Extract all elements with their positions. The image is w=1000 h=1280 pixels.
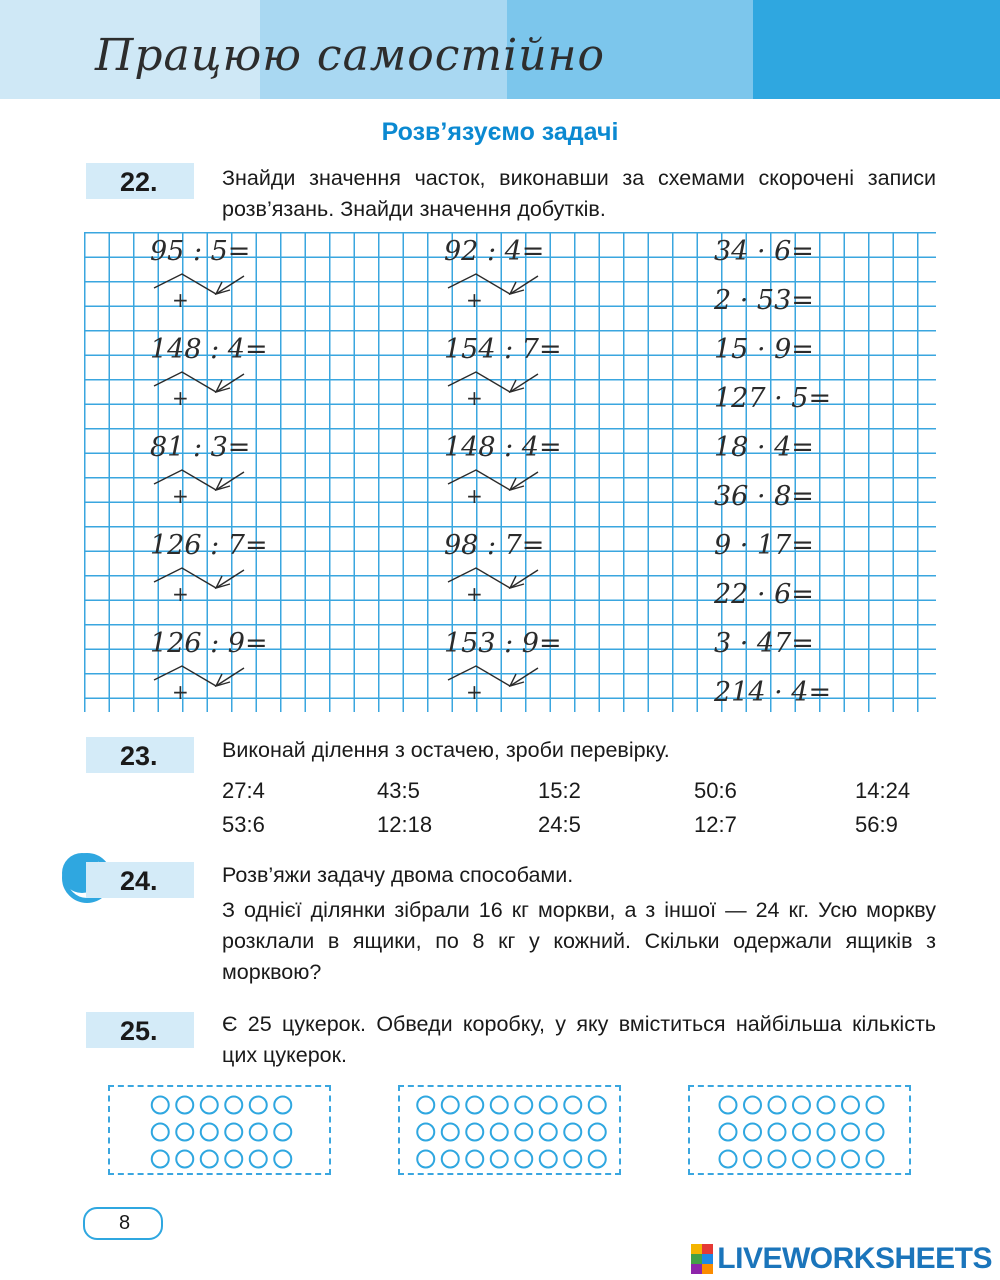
task-23-number: 23. — [86, 737, 194, 773]
candy-circle — [491, 1097, 508, 1114]
page-number: 8 — [83, 1207, 163, 1240]
candy-circle — [442, 1097, 459, 1114]
candy-circle — [867, 1124, 884, 1141]
exercise[interactable]: 12:18 — [377, 812, 433, 837]
candy-circle — [515, 1124, 532, 1141]
task-23-text: Виконай ділення з остачею, зроби перевірку. — [222, 738, 670, 762]
candy-circle — [515, 1097, 532, 1114]
plus-sign: + — [466, 484, 483, 508]
division-expression: 92 : 4= — [444, 236, 545, 267]
candy-circle — [250, 1097, 267, 1114]
candy-circle — [466, 1151, 483, 1168]
candy-circle — [540, 1151, 557, 1168]
candy-grid — [110, 1087, 333, 1177]
product-expression: 9 · 17= — [714, 530, 814, 561]
product-expression: 36 · 8= — [714, 481, 814, 512]
candy-circle — [842, 1151, 859, 1168]
candy-circle — [744, 1124, 761, 1141]
product-expression: 2 · 53= — [714, 285, 814, 316]
product-expression: 34 · 6= — [714, 236, 814, 267]
candy-circle — [491, 1151, 508, 1168]
plus-sign: + — [466, 386, 483, 410]
candy-circle — [842, 1124, 859, 1141]
candy-circle — [720, 1124, 737, 1141]
plus-sign: + — [172, 288, 189, 312]
candy-grid — [400, 1087, 623, 1177]
division-expression: 148 : 4= — [444, 432, 562, 463]
division-expression: 81 : 3= — [150, 432, 251, 463]
candy-circle — [793, 1097, 810, 1114]
task-24-number: 24. — [86, 862, 194, 898]
candy-circle — [491, 1124, 508, 1141]
candy-circle — [540, 1124, 557, 1141]
candy-circle — [793, 1151, 810, 1168]
candy-circle — [250, 1124, 267, 1141]
exercise[interactable]: 12:7 — [694, 812, 737, 837]
candy-grid — [690, 1087, 913, 1177]
candy-circle — [225, 1097, 242, 1114]
plus-sign: + — [466, 288, 483, 312]
candy-circle — [867, 1151, 884, 1168]
task-25-number: 25. — [86, 1012, 194, 1048]
task-24-text: З однієї ділянки зібрали 16 кг моркви, а з іншої — 24 кг. Усю моркву розклали в ящики, по 8 кг у кожний. Скільки одержали ящиків з морквою? — [222, 898, 936, 984]
liveworksheets-logo — [691, 1243, 992, 1275]
candy-circle — [176, 1097, 193, 1114]
plus-sign: + — [172, 680, 189, 704]
logo-text: LIVEWORKSHEETS — [717, 1242, 992, 1275]
candy-box-1[interactable] — [108, 1085, 331, 1175]
candy-circle — [769, 1124, 786, 1141]
candy-circle — [466, 1124, 483, 1141]
product-expression: 15 · 9= — [714, 334, 814, 365]
exercise[interactable]: 14:24 — [855, 778, 911, 803]
candy-circle — [867, 1097, 884, 1114]
candy-circle — [818, 1124, 835, 1141]
task-25-text: Є 25 цукерок. Обведи коробку, у яку вміститься найбільша кількість цих цукерок. — [222, 1012, 936, 1067]
candy-circle — [842, 1097, 859, 1114]
candy-circle — [201, 1151, 218, 1168]
candy-circle — [466, 1097, 483, 1114]
plus-sign: + — [466, 680, 483, 704]
candy-circle — [225, 1151, 242, 1168]
candy-circle — [720, 1151, 737, 1168]
plus-sign: + — [172, 484, 189, 508]
candy-circle — [201, 1097, 218, 1114]
candy-circle — [769, 1097, 786, 1114]
candy-circle — [564, 1097, 581, 1114]
candy-circle — [417, 1097, 434, 1114]
logo-icon — [691, 1244, 713, 1274]
division-expression: 148 : 4= — [150, 334, 268, 365]
candy-circle — [744, 1151, 761, 1168]
product-expression: 127 · 5= — [714, 383, 832, 414]
candy-circle — [442, 1151, 459, 1168]
product-expression: 214 · 4= — [714, 677, 832, 708]
candy-circle — [274, 1151, 291, 1168]
task-22-worksheet — [84, 232, 936, 712]
candy-circle — [769, 1151, 786, 1168]
exercise[interactable]: 53:6 — [222, 812, 265, 837]
plus-sign: + — [172, 582, 189, 606]
task-22-grid — [84, 232, 936, 712]
exercise[interactable]: 50:6 — [694, 778, 737, 803]
product-expression: 3 · 47= — [714, 628, 814, 659]
division-expression: 154 : 7= — [444, 334, 562, 365]
exercise[interactable]: 24:5 — [538, 812, 581, 837]
plus-sign: + — [172, 386, 189, 410]
candy-circle — [152, 1151, 169, 1168]
candy-circle — [744, 1097, 761, 1114]
plus-sign: + — [466, 582, 483, 606]
division-expression: 126 : 7= — [150, 530, 268, 561]
exercise[interactable]: 43:5 — [377, 778, 420, 803]
product-expression: 22 · 6= — [714, 579, 814, 610]
candy-circle — [564, 1151, 581, 1168]
candy-circle — [720, 1097, 737, 1114]
candy-circle — [818, 1097, 835, 1114]
division-expression: 95 : 5= — [150, 236, 251, 267]
task-22-text: Знайди значення часток, виконавши за схемами скорочені записи розв’язань. Знайди значення добутків. — [222, 166, 936, 221]
exercise[interactable]: 27:4 — [222, 778, 265, 803]
banner-title: Працюю самостійно — [95, 30, 606, 81]
division-expression: 153 : 9= — [444, 628, 562, 659]
task-24-line1: Розв’яжи задачу двома способами. — [222, 863, 574, 887]
candy-circle — [540, 1097, 557, 1114]
candy-circle — [274, 1097, 291, 1114]
candy-circle — [818, 1151, 835, 1168]
candy-circle — [442, 1124, 459, 1141]
product-expression: 18 · 4= — [714, 432, 814, 463]
division-expression: 126 : 9= — [150, 628, 268, 659]
exercise[interactable]: 15:2 — [538, 778, 581, 803]
candy-box-2[interactable] — [398, 1085, 621, 1175]
exercise[interactable]: 56:9 — [855, 812, 898, 837]
candy-circle — [152, 1097, 169, 1114]
candy-circle — [589, 1124, 606, 1141]
task-23-row-2 — [222, 812, 942, 844]
candy-circle — [274, 1124, 291, 1141]
candy-circle — [250, 1151, 267, 1168]
candy-circle — [152, 1124, 169, 1141]
task-23-row-1 — [222, 778, 942, 810]
candy-circle — [225, 1124, 242, 1141]
task-22-number: 22. — [86, 163, 194, 199]
candy-circle — [589, 1151, 606, 1168]
candy-circle — [417, 1151, 434, 1168]
candy-circle — [793, 1124, 810, 1141]
candy-box-3[interactable] — [688, 1085, 911, 1175]
section-title: Розв’язуємо задачі — [381, 118, 619, 146]
division-expression: 98 : 7= — [444, 530, 545, 561]
candy-circle — [201, 1124, 218, 1141]
candy-circle — [176, 1151, 193, 1168]
candy-circle — [589, 1097, 606, 1114]
candy-circle — [417, 1124, 434, 1141]
candy-circle — [176, 1124, 193, 1141]
candy-circle — [564, 1124, 581, 1141]
candy-circle — [515, 1151, 532, 1168]
